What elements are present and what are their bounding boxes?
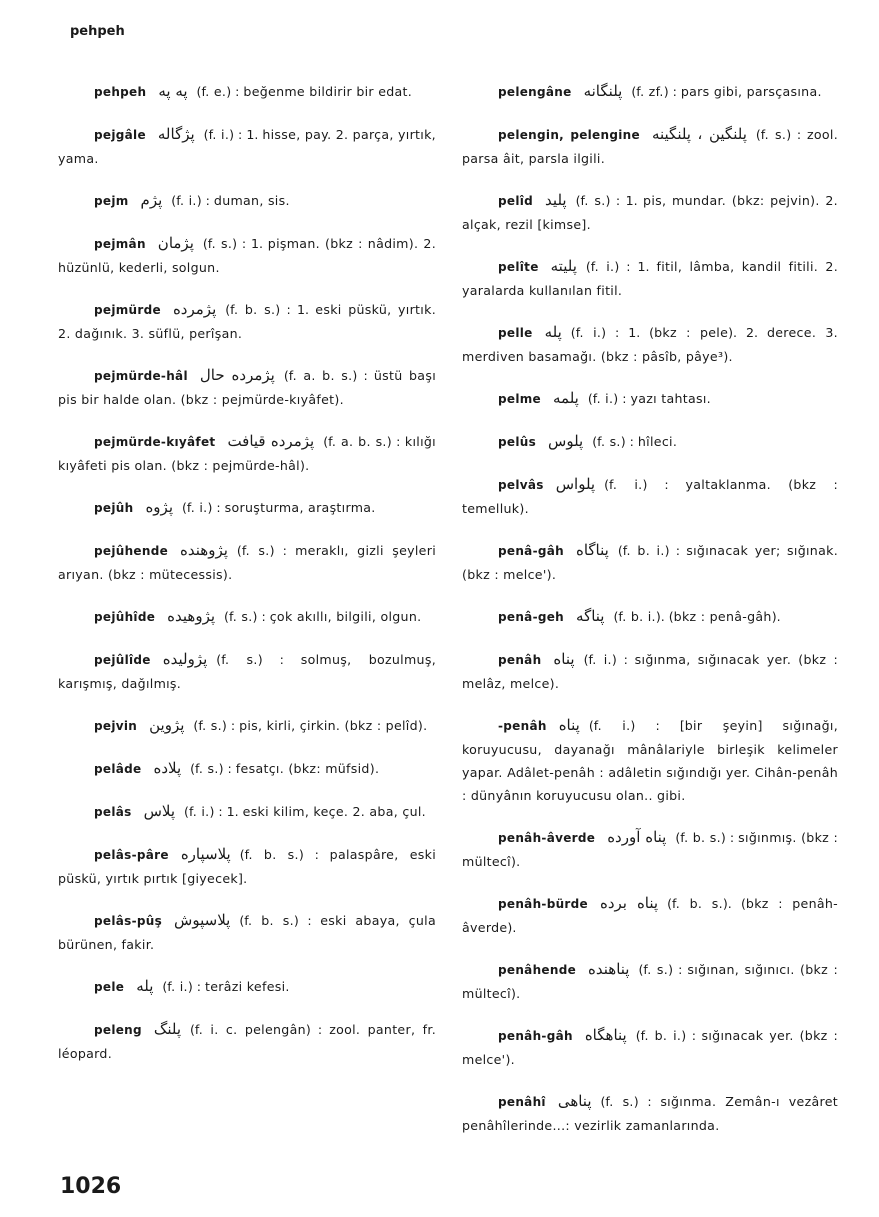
entry-definition: (f. s.) : meraklı, gizli şeyleri arıyan. (bkz : mütecessis). <box>58 543 436 582</box>
entry-headword: pejûh <box>94 501 134 515</box>
dictionary-entry <box>58 232 436 279</box>
running-head: pehpeh <box>70 24 125 39</box>
entry-headword: pejmürde-kıyâfet <box>94 435 216 449</box>
entry-definition: (f. i.) : yaltaklanma. (bkz : temelluk). <box>462 477 838 516</box>
entry-headword: pelle <box>498 326 533 340</box>
entry-definition: (f. s.) : solmuş, bozulmuş, karışmış, dağılmış. <box>58 652 436 691</box>
dictionary-entry <box>462 387 838 411</box>
entry-headword: penâh-gâh <box>498 1029 573 1043</box>
dictionary-entry <box>58 364 436 411</box>
entry-definition: (f. i.) : terâzi kefesi. <box>162 979 290 994</box>
dictionary-entry <box>462 255 838 302</box>
entry-arabic-script: پلنگین ، پلنگینه <box>651 125 747 143</box>
dictionary-entry <box>58 1018 436 1065</box>
left-column <box>58 80 436 1084</box>
dictionary-entry <box>58 648 436 695</box>
dictionary-entry <box>462 892 838 939</box>
dictionary-entry <box>462 321 838 368</box>
dictionary-entry <box>462 473 838 520</box>
entry-headword: penâ-geh <box>498 610 565 624</box>
entry-arabic-script: پلنگ <box>153 1020 182 1038</box>
entry-arabic-script: پلمه <box>552 389 579 407</box>
entry-headword: penâ-gâh <box>498 544 564 558</box>
entry-definition: (f. s.) : sığınan, sığınıcı. (bkz : mültecî). <box>462 962 838 1001</box>
entry-definition: (f. i.) : [bir şeyin] sığınağı, koruyucusu, dayanağı mânâlariyle birleşik kelimeler yapar. Adâlet-penâh : adâletin sığındığı yer. Cihân-penâh : dünyânın koruyucusu olan.. gibi. <box>462 718 838 803</box>
entry-definition: (f. s.) : pis, kirli, çirkin. (bkz : pelîd). <box>193 718 428 733</box>
entry-arabic-script: پله <box>544 323 562 341</box>
entry-headword: pele <box>94 980 125 994</box>
entry-definition: (f. i.) : sığınma, sığınacak yer. (bkz : melâz, melce). <box>462 652 838 691</box>
entry-headword: pelîd <box>498 194 534 208</box>
dictionary-entry <box>462 958 838 1005</box>
dictionary-entry <box>58 189 436 213</box>
entry-definition: (f. i.) : 1. (bkz : pele). 2. derece. 3. merdiven basamağı. (bkz : pâsîb, pâye³). <box>462 325 838 364</box>
entry-headword: pelengin, pelengine <box>498 128 640 142</box>
entry-headword: pehpeh <box>94 85 147 99</box>
entry-arabic-script: پژگاله <box>157 125 195 143</box>
entry-headword: pejûhende <box>94 544 169 558</box>
entry-arabic-script: پناهنده <box>588 960 630 978</box>
dictionary-entry <box>58 975 436 999</box>
entry-arabic-script: پناگاه <box>575 541 609 559</box>
entry-definition: (f. b. i.) : sığınacak yer; sığınak. (bkz : melce'). <box>462 543 838 582</box>
entry-headword: penâhende <box>498 963 577 977</box>
entry-headword: penâh-bürde <box>498 897 588 911</box>
entry-headword: peleng <box>94 1023 142 1037</box>
entry-definition: (f. i.) : 1. fitil, lâmba, kandil fitili. 2. yaralarda kullanılan fitil. <box>462 259 838 298</box>
entry-arabic-script: پناه آورده <box>607 828 667 846</box>
dictionary-entry <box>462 714 838 807</box>
entry-arabic-script: پژولیده <box>162 650 208 668</box>
entry-arabic-script: پژمان <box>157 234 194 252</box>
entry-arabic-script: پناگه <box>576 607 605 625</box>
entry-arabic-script: پلاسپوش <box>174 911 231 929</box>
dictionary-entry <box>58 843 436 890</box>
entry-definition: (f. i.) : soruşturma, araştırma. <box>182 500 376 515</box>
entry-definition: (f. s.) : hîleci. <box>592 434 678 449</box>
entry-definition: (f. zf.) : pars gibi, parsçasına. <box>631 84 822 99</box>
entry-headword: pelengâne <box>498 85 572 99</box>
entry-definition: (f. b. s.) : eski abaya, çula bürünen, fakir. <box>58 913 436 952</box>
dictionary-entry <box>58 714 436 738</box>
entry-arabic-script: پله <box>136 977 154 995</box>
entry-definition: (f. i.) : 1. hisse, pay. 2. parça, yırtık, yama. <box>58 127 436 166</box>
dictionary-entry <box>58 298 436 345</box>
entry-arabic-script: پلاس <box>143 802 176 820</box>
dictionary-entry <box>462 648 838 695</box>
entry-definition: (f. s.) : fesatçı. (bkz: müfsid). <box>190 761 380 776</box>
entry-arabic-script: پژوهنده <box>180 541 228 559</box>
dictionary-entry <box>462 430 838 454</box>
entry-arabic-script: پژوهیده <box>167 607 216 625</box>
entry-arabic-script: پلاسپاره <box>180 845 231 863</box>
entry-arabic-script: پلوس <box>548 432 584 450</box>
entry-headword: penâh <box>498 653 542 667</box>
entry-definition: (f. b. i.). (bkz : penâ-gâh). <box>613 609 781 624</box>
right-column <box>462 80 838 1156</box>
entry-headword: pejûhîde <box>94 610 156 624</box>
entry-headword: pelvâs <box>498 478 544 492</box>
dictionary-entry <box>58 800 436 824</box>
entry-arabic-script: پلید <box>545 191 567 209</box>
entry-definition: (f. i.) : 1. eski kilim, keçe. 2. aba, çul. <box>184 804 426 819</box>
entry-headword: pejmürde <box>94 303 161 317</box>
entry-definition: (f. a. b. s.) : üstü başı pis bir halde olan. (bkz : pejmürde-kıyâfet). <box>58 368 436 407</box>
entry-definition: (f. i.) : yazı tahtası. <box>587 391 711 406</box>
entry-definition: (f. s.) : sığınma. Zemân-ı vezâret penâhîlerinde...: vezirlik zamanlarında. <box>462 1094 838 1133</box>
dictionary-entry <box>462 539 838 586</box>
entry-definition: (f. b. s.). (bkz : penâh-âverde). <box>462 896 839 935</box>
entry-arabic-script: پناه برده <box>599 894 659 912</box>
entry-headword: pelâs-pâre <box>94 848 169 862</box>
dictionary-entry <box>462 80 838 104</box>
entry-definition: (f. b. i.) : sığınacak yer. (bkz : melce'). <box>462 1028 838 1067</box>
dictionary-entry <box>58 123 436 170</box>
entry-headword: penâhî <box>498 1095 546 1109</box>
entry-arabic-script: پژوین <box>149 716 185 734</box>
dictionary-entry <box>58 80 436 104</box>
entry-definition: (f. e.) : beğenme bildirir bir edat. <box>196 84 413 99</box>
entry-arabic-script: پناهی <box>557 1092 592 1110</box>
entry-arabic-script: پناه <box>553 650 575 668</box>
entry-arabic-script: په په <box>158 82 188 100</box>
dictionary-entry <box>462 189 838 236</box>
entry-definition: (f. b. s.) : palaspâre, eski püskü, yırtık pırtık [giyecek]. <box>58 847 436 886</box>
dictionary-entry <box>462 605 838 629</box>
entry-headword: pelâs <box>94 805 132 819</box>
entry-definition: (f. b. s.) : 1. eski püskü, yırtık. 2. dağınık. 3. süflü, perîşan. <box>58 302 436 341</box>
dictionary-entry <box>58 909 436 956</box>
dictionary-entry <box>58 430 436 477</box>
entry-arabic-script: پژمرده حال <box>199 366 275 384</box>
entry-definition: (f. s.) : zool. parsa âit, parsla ilgili. <box>462 127 839 166</box>
entry-arabic-script: پژمرده <box>172 300 217 318</box>
entry-headword: pelâde <box>94 762 142 776</box>
entry-headword: pelîte <box>498 260 539 274</box>
entry-definition: (f. b. s.) : sığınmış. (bkz : mültecî). <box>462 830 838 869</box>
entry-headword: pelme <box>498 392 541 406</box>
page-number: 1026 <box>60 1174 122 1199</box>
entry-arabic-script: پلنگانه <box>583 82 623 100</box>
entry-definition: (f. a. b. s.) : kılığı kıyâfeti pis olan. (bkz : pejmürde-hâl). <box>58 434 436 473</box>
dictionary-entry <box>58 757 436 781</box>
entry-definition: (f. i.) : duman, sis. <box>171 193 290 208</box>
dictionary-entry <box>462 1090 838 1137</box>
entry-headword: -penâh <box>498 719 547 733</box>
dictionary-entry <box>58 539 436 586</box>
entry-headword: pejgâle <box>94 128 146 142</box>
dictionary-entry <box>462 1024 838 1071</box>
entry-arabic-script: پژمرده قیافت <box>227 432 315 450</box>
entry-arabic-script: پژوه <box>145 498 173 516</box>
entry-arabic-script: پلیته <box>550 257 577 275</box>
entry-headword: pejmürde-hâl <box>94 369 188 383</box>
entry-headword: pejmân <box>94 237 146 251</box>
dictionary-entry <box>462 123 838 170</box>
entry-definition: (f. s.) : 1. pişman. (bkz : nâdim). 2. hüzünlü, kederli, solgun. <box>58 236 436 275</box>
entry-headword: pejm <box>94 194 129 208</box>
entry-definition: (f. s.) : 1. pis, mundar. (bkz: pejvin). 2. alçak, rezil [kimse]. <box>462 193 838 232</box>
entry-arabic-script: پلواس <box>555 475 596 493</box>
dictionary-entry <box>462 826 838 873</box>
entry-headword: pejvin <box>94 719 138 733</box>
entry-arabic-script: پلاده <box>153 759 182 777</box>
entry-headword: pelâs-pûş <box>94 914 163 928</box>
entry-arabic-script: پناهگاه <box>584 1026 627 1044</box>
entry-definition: (f. s.) : çok akıllı, bilgili, olgun. <box>224 609 422 624</box>
dictionary-entry <box>58 605 436 629</box>
entry-headword: pelûs <box>498 435 537 449</box>
entry-definition: (f. i. c. pelengân) : zool. panter, fr. léopard. <box>58 1022 436 1061</box>
entry-headword: penâh-âverde <box>498 831 596 845</box>
dictionary-entry <box>58 496 436 520</box>
entry-arabic-script: پناه <box>558 716 580 734</box>
entry-headword: pejûlîde <box>94 653 151 667</box>
entry-arabic-script: پژم <box>140 191 163 209</box>
